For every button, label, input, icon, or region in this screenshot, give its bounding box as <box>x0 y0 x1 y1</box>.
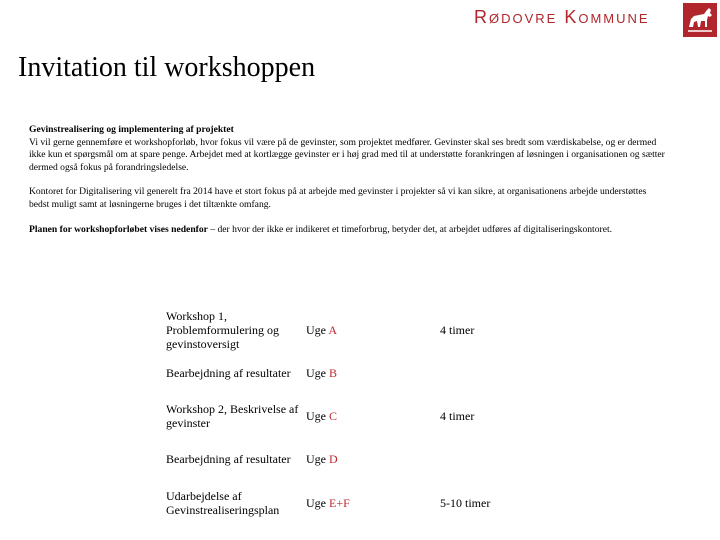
week-prefix: Uge <box>306 365 329 380</box>
body-text <box>29 124 665 236</box>
plan-intro-text: – der hvor der ikke er indikeret et timeforbrug, betyder det, at arbejdet udføres af digitaliseringskontoret. <box>207 223 613 235</box>
table-row <box>166 392 540 439</box>
section-heading: Gevinstrealisering og implementering af projektet <box>29 124 234 135</box>
table-row <box>166 306 540 353</box>
activity-cell: Workshop 2, Beskrivelse af gevinster <box>166 401 299 430</box>
week-cell <box>306 306 440 353</box>
intro-paragraph: Vi vil gerne gennemføre et workshopforløb, hvor fokus vil være på de gevinster, som projektet medfører. Gevinster skal ses bredt som værdiskabelse, og er dermed ikke kun et spørgsmål om at spare penge. Arbejdet med at kortlægge gevinster er i høj grad med til at understøtte forankringen af løsningen i organisationen og sætter dermed også fokus på forandringsledelse. <box>29 136 665 173</box>
week-letter: B <box>329 365 338 380</box>
page-title: Invitation til workshoppen <box>18 52 316 83</box>
coat-of-arms-icon <box>682 2 718 38</box>
week-cell <box>306 479 440 526</box>
week-prefix: Uge <box>306 452 329 466</box>
week-letter: E+F <box>329 495 350 510</box>
hours-cell <box>440 353 540 392</box>
week-letter: A <box>328 322 338 337</box>
activity-cell: Bearbejdning af resultater <box>166 365 291 380</box>
week-prefix: Uge <box>306 495 329 510</box>
hours-cell: 5-10 timer <box>440 495 491 510</box>
week-cell <box>306 353 440 392</box>
week-prefix: Uge <box>306 408 329 423</box>
organization-logo-text: Rødovre Kommune <box>474 7 650 27</box>
table-row <box>166 353 540 392</box>
activity-cell: Udarbejdelse af Gevinstrealiseringsplan <box>166 488 280 517</box>
week-letter: C <box>329 408 338 423</box>
plan-paragraph <box>29 224 665 237</box>
table-row <box>166 479 540 526</box>
week-cell <box>306 392 440 439</box>
week-cell <box>306 439 440 479</box>
table-row <box>166 439 540 479</box>
week-letter: D <box>329 452 338 466</box>
hours-cell: 4 timer <box>440 408 475 423</box>
hours-cell <box>440 439 540 479</box>
activity-cell: Bearbejdning af resultater <box>166 452 291 466</box>
hours-cell: 4 timer <box>440 322 475 337</box>
plan-intro-bold: Planen for workshopforløbet vises nedenfor <box>29 223 208 235</box>
activity-cell: Workshop 1, Problemformulering og gevinstoversigt <box>166 308 279 351</box>
workshop-plan-table <box>166 306 540 526</box>
digitalization-paragraph: Kontoret for Digitalisering vil generelt fra 2014 have et stort fokus på at arbejde med gevinster i projekter så vi kan sikre, at organisationens arbejde understøttes bedst muligt samt at løsningerne bruges i det tiltænkte omfang. <box>29 186 647 210</box>
week-prefix: Uge <box>306 322 329 337</box>
